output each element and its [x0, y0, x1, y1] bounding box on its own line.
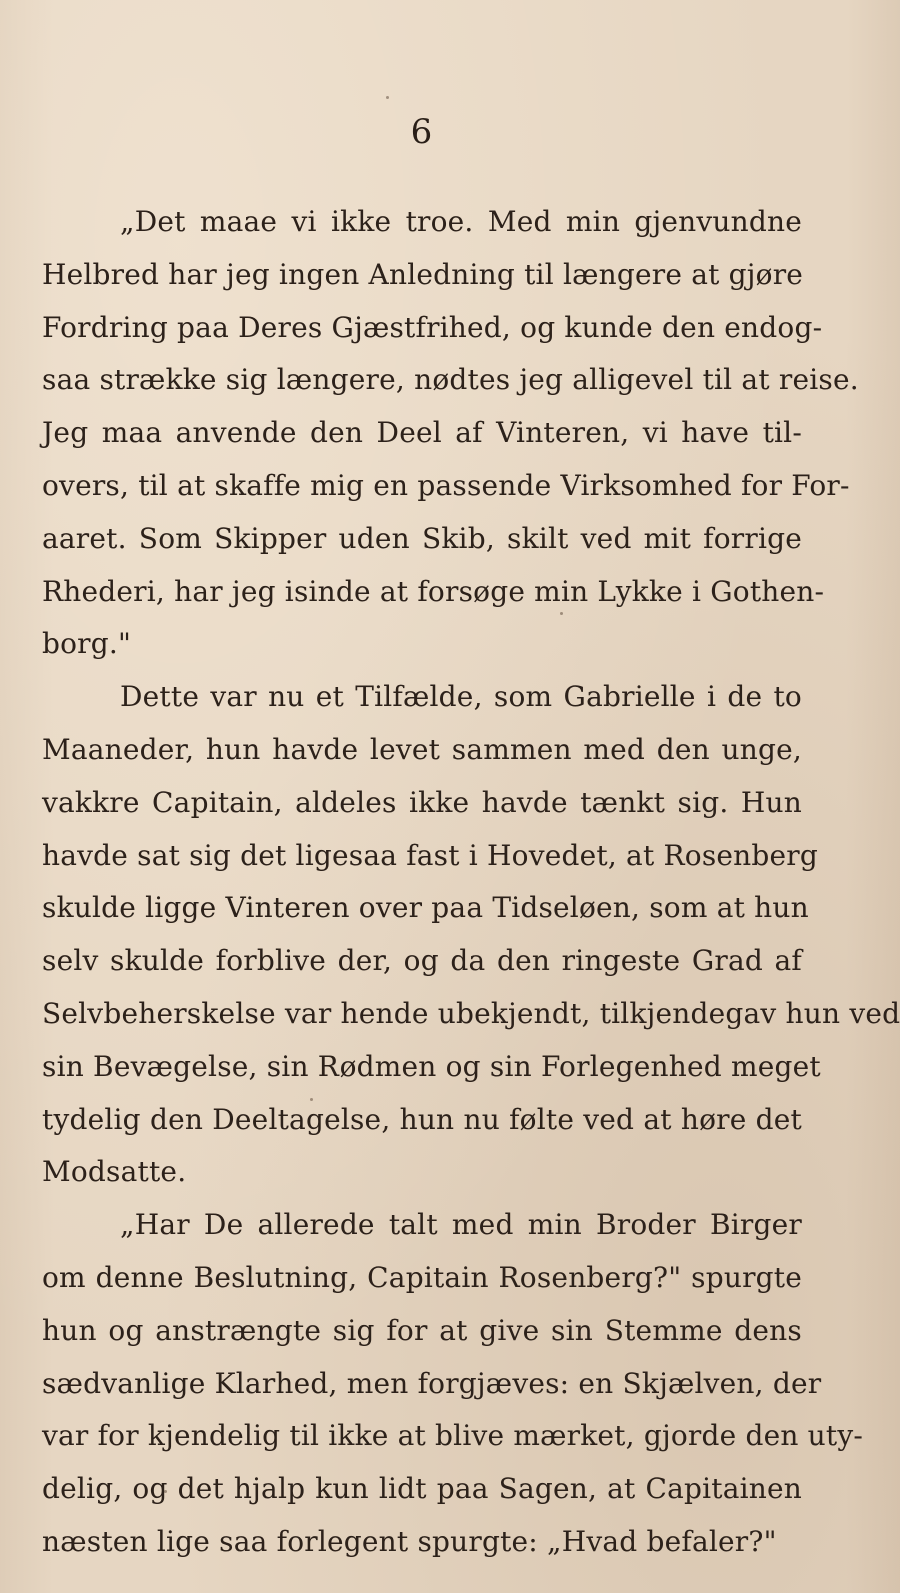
text-line: Selvbeherskelse var hende ubekjendt, tilkjendegav hun ved: [42, 996, 900, 1030]
text-line: skulde ligge Vinteren over paa Tidseløen, som at hun: [42, 891, 809, 925]
text-line: var for kjendelig til ikke at blive mærket, gjorde den uty-: [42, 1419, 864, 1453]
text-line: Helbred har jeg ingen Anledning til længere at gjøre: [42, 257, 804, 291]
text-line: Rhederi, har jeg isinde at forsøge min Lykke i Gothen-: [42, 574, 825, 608]
text-line: sin Bevægelse, sin Rødmen og sin Forlegenhed meget: [42, 1049, 821, 1083]
text-line: tydelig den Deeltagelse, hun nu følte ved at høre det: [42, 1102, 802, 1136]
text-line: borg.": [42, 627, 132, 661]
text-line: vakkre Capitain, aldeles ikke havde tænkt sig. Hun: [42, 785, 802, 819]
text-line: saa strække sig længere, nødtes jeg alligevel til at reise.: [42, 363, 859, 397]
text-line: Fordring paa Deres Gjæstfrihed, og kunde den endog-: [42, 310, 823, 344]
text-line: Modsatte.: [42, 1155, 187, 1189]
text-line: om denne Beslutning, Capitain Rosenberg?" spurgte: [42, 1260, 802, 1294]
text-line: Dette var nu et Tilfælde, som Gabrielle i de to: [120, 680, 802, 714]
text-line: delig, og det hjalp kun lidt paa Sagen, at Capitainen: [42, 1472, 802, 1506]
paper-speck: [560, 612, 563, 615]
text-line: næsten lige saa forlegent spurgte: „Hvad befaler?": [42, 1524, 777, 1558]
text-line: sædvanlige Klarhed, men forgjæves: en Skjælven, der: [42, 1366, 822, 1400]
paper-speck: [386, 96, 389, 99]
text-line: hun og anstrængte sig for at give sin Stemme dens: [42, 1313, 802, 1347]
page-number: 6: [410, 112, 433, 152]
paper-speck: [310, 1098, 313, 1101]
text-line: „Det maae vi ikke troe. Med min gjenvundne: [120, 205, 802, 238]
text-line: havde sat sig det ligesaa fast i Hovedet, at Rosenberg: [42, 838, 819, 872]
text-line: Jeg maa anvende den Deel af Vinteren, vi have til-: [42, 416, 802, 450]
paper-speck: [164, 1490, 167, 1493]
text-line: „Har De allerede talt med min Broder Birger: [120, 1208, 802, 1242]
text-line: selv skulde forblive der, og da den ringeste Grad af: [42, 944, 802, 978]
body-text: [42, 196, 900, 1569]
text-line: aaret. Som Skipper uden Skib, skilt ved mit forrige: [42, 521, 802, 555]
text-line: overs, til at skaffe mig en passende Virksomhed for For-: [42, 468, 850, 502]
text-line: Maaneder, hun havde levet sammen med den unge,: [42, 732, 802, 766]
